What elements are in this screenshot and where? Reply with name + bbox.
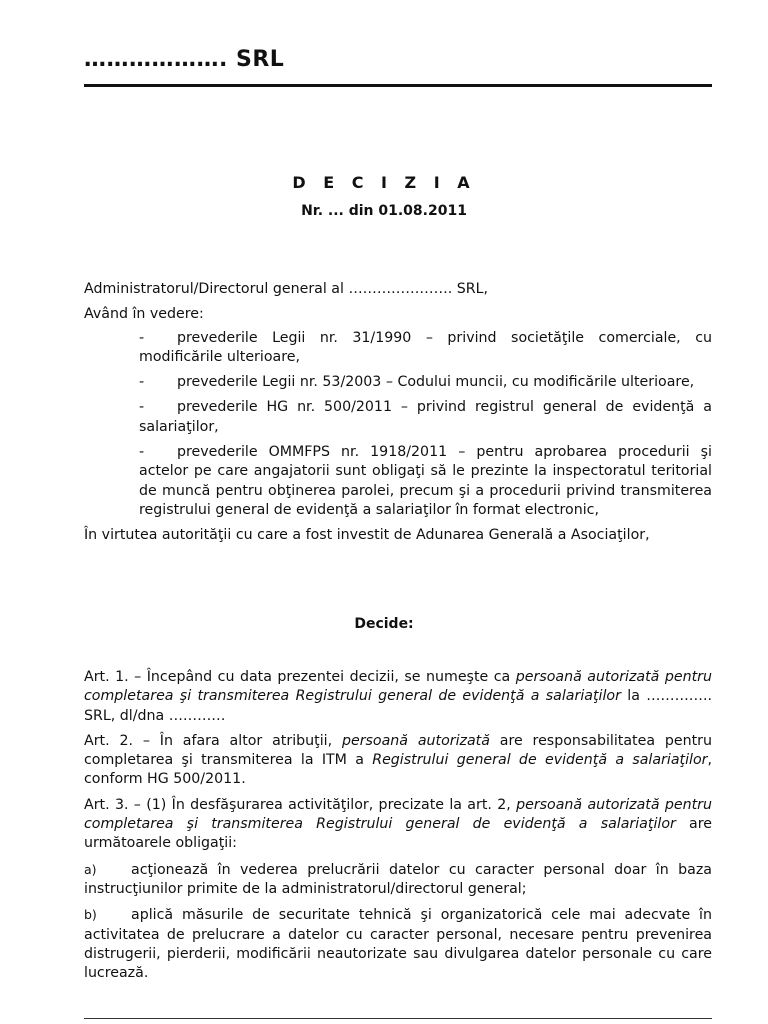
- legal-basis-list: [84, 329, 712, 521]
- article-2: Art. 2. – În afara altor atribuţii, persoană autorizată are responsabilitatea pentru completarea şi transmiterea la ITM a Registrului general de evidenţă a salariaţilor, conform HG 500/2011.: [84, 732, 712, 788]
- administrator-line: Administratorul/Directorul general al …………………. SRL,: [84, 281, 489, 297]
- company-header: ………………. SRL: [84, 47, 285, 72]
- legal-basis-item: - prevederile OMMFPS nr. 1918/2011 – pentru aprobarea procedurii şi actelor pe care angajatorii sunt obligaţi să le prezinte la inspectoratul teritorial de muncă pentru obţinerea parolei, precum şi a procedurii privind transmiterea registrului general de evidenţă a salariaţilor în format electronic,: [139, 444, 712, 518]
- authority-line: În virtutea autorităţii cu care a fost investit de Adunarea Generală a Asociaţilor,: [84, 527, 650, 544]
- footer-divider: [84, 1018, 712, 1019]
- preamble: [84, 280, 712, 546]
- decide-heading: Decide:: [354, 616, 414, 632]
- given-line: Având în vedere:: [84, 306, 204, 323]
- obligation-a: a) acţionează în vederea prelucrării datelor cu caracter personal doar în baza instrucţiunilor primite de la administratorul/directorul general;: [84, 861, 712, 897]
- legal-basis-item: - prevederile Legii nr. 31/1990 – privind societăţile comerciale, cu modificările ulterioare,: [139, 329, 712, 365]
- document-title: D E C I Z I A: [292, 173, 476, 192]
- articles-section: [84, 668, 712, 989]
- document-number: Nr. ... din 01.08.2011: [301, 203, 467, 219]
- obligation-b: b) aplică măsurile de securitate tehnică şi organizatorică cele mai adecvate în activitatea de prelucrare a datelor cu caracter personal, necesare pentru prevenirea distrugerii, pierderii, modificării neautorizate sau divulgarea datelor personale cu care lucrează.: [84, 907, 712, 982]
- article-3: Art. 3. – (1) În desfăşurarea activităţilor, precizate la art. 2, persoană autorizată pentru completarea şi transmiterea Registrului general de evidenţă a salariaţilor are următoarele obligaţii:: [84, 796, 712, 852]
- header-divider: [84, 84, 712, 87]
- legal-basis-item: - prevederile HG nr. 500/2011 – privind registrul general de evidenţă a salariaţilor,: [139, 399, 712, 435]
- legal-basis-item: - prevederile Legii nr. 53/2003 – Codului muncii, cu modificările ulterioare,: [139, 374, 695, 391]
- article-1: Art. 1. – Începând cu data prezentei decizii, se numeşte ca persoană autorizată pentru completarea şi transmiterea Registrului general de evidenţă a salariaţilor la ………….. SRL, dl/dna …………: [84, 669, 712, 724]
